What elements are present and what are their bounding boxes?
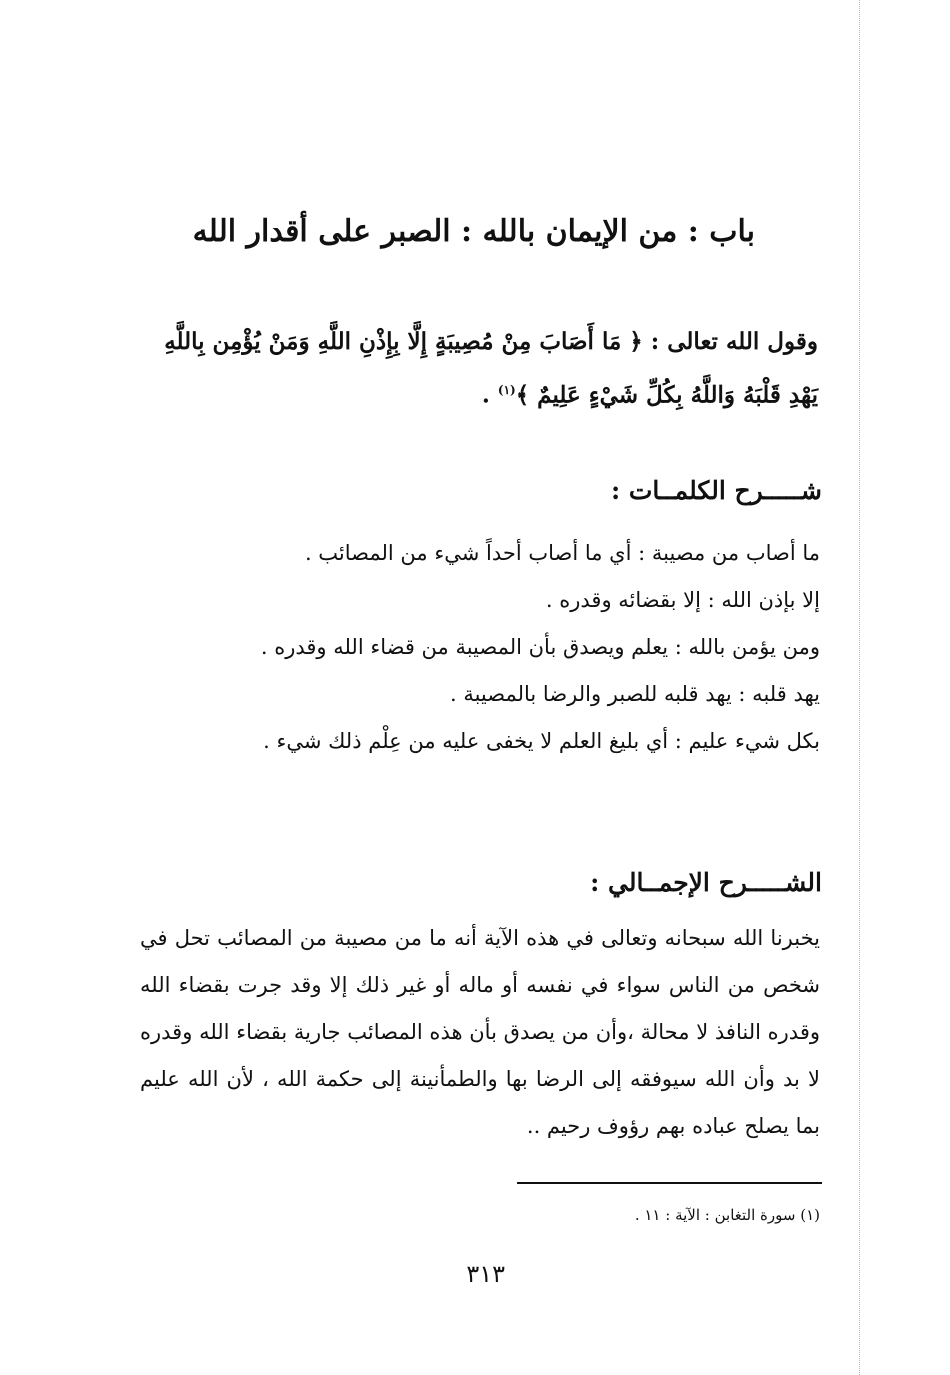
glossary-item: بكل شيء عليم : أي بليغ العلم لا يخفى عليه من عِلْم ذلك شيء . xyxy=(263,729,820,753)
glossary-item: إلا بإذن الله : إلا بقضائه وقدره . xyxy=(545,588,820,612)
glossary-list xyxy=(160,530,820,765)
footnote-ref: (١) xyxy=(497,383,516,397)
glossary-heading: شـــــرح الكلمــات : xyxy=(610,476,822,505)
footnote-divider xyxy=(517,1182,822,1184)
quran-verse xyxy=(158,318,818,420)
verse-text: وقول الله تعالى : ﴿ مَا أَصَابَ مِنْ مُصِيبَةٍ إِلَّا بِإِذْنِ اللَّهِ وَمَنْ يُؤْمِن بِاللَّهِ يَهْدِ قَلْبَهُ وَاللَّهُ بِكُلِّ شَيْءٍ عَلِيمٌ ﴾ xyxy=(164,328,818,409)
page-number: ٣١٣ xyxy=(466,1260,505,1288)
glossary-item: يهد قلبه : يهد قلبه للصبر والرضا بالمصيبة . xyxy=(449,682,820,706)
glossary-item: ومن يؤمن بالله : يعلم ويصدق بأن المصيبة من قضاء الله وقدره . xyxy=(260,635,820,659)
scan-edge-dots xyxy=(859,0,860,1375)
summary-heading: الشـــــرح الإجمــالي : xyxy=(590,868,822,897)
summary-paragraph: يخبرنا الله سبحانه وتعالى في هذه الآية أنه ما من مصيبة من المصائب تحل في شخص من الناس سواء في نفسه أو ماله أو غير ذلك إلا وقد جرت بقضاء الله وقدره النافذ لا محالة ،وأن من يصدق بأن هذه المصائب جارية بقضاء الله وقدره لا بد وأن الله سيوفقه إلى الرضا بها والطمأنينة إلى حكمة الله ، لأن الله عليم بما يصلح عباده بهم رؤوف رحيم .. xyxy=(140,926,820,1138)
glossary-item: ما أصاب من مصيبة : أي ما أصاب أحداً شيء من المصائب . xyxy=(304,541,820,565)
footnote: (١) سورة التغابن : الآية : ١١ . xyxy=(634,1206,820,1224)
chapter-title: باب : من الإيمان بالله : الصبر على أقدار الله xyxy=(192,214,755,249)
verse-end: . xyxy=(481,381,498,409)
